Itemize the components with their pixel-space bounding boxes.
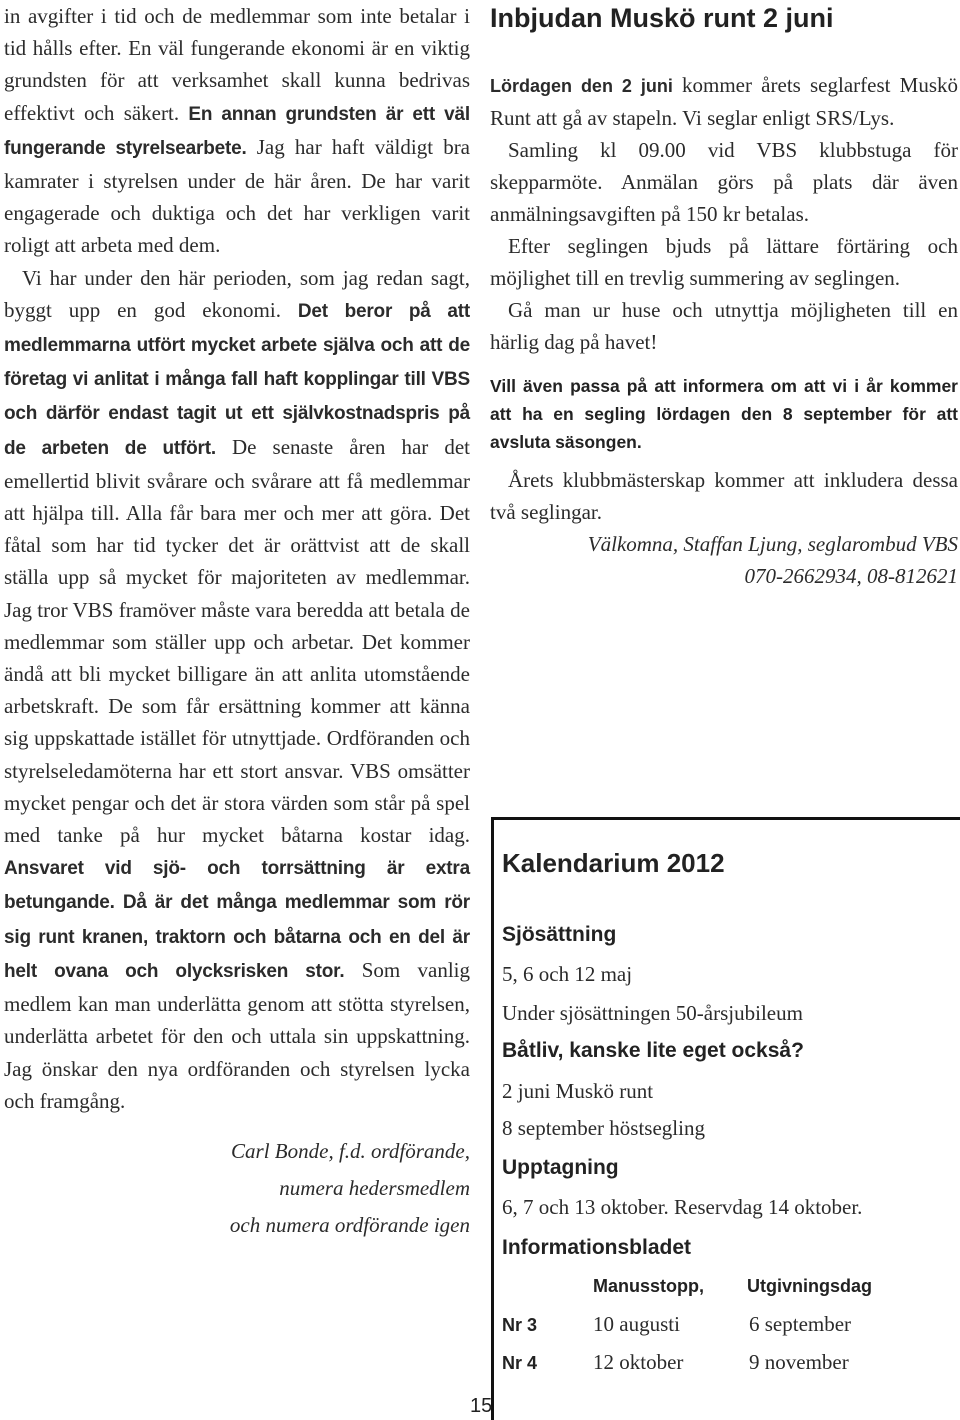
bold-text: Ansvaret vid sjö- och torrsättning är extra betungande. Då är det många medlemmar som rör sig runt kranen, traktorn och båtarna och en del är helt ovana och olycksrisken stor. [4, 858, 470, 982]
signature-line-1: Carl Bonde, f.d. ordförande, [231, 1138, 470, 1163]
calendar-box [491, 817, 960, 1420]
calendar-heading-launch: Sjösättning [502, 923, 617, 946]
article-paragraph-2 [4, 262, 470, 1117]
calendar-heading-newsletter: Informationsbladet [502, 1236, 692, 1259]
table-cell: 6 september [749, 1312, 852, 1336]
invitation-column [490, 0, 958, 592]
calendar-heading-boating: Båtliv, kanske lite eget också? [502, 1039, 804, 1062]
bold-text: En annan grundsten är ett väl fungerande styrelsearbete. [4, 103, 470, 159]
page-number: 15 [470, 1395, 493, 1417]
invitation-paragraph-2: Samling kl 09.00 vid VBS klubbstuga för skepparmöte. Anmälan görs på plats där även anmälningsavgiften på 150 kr betalas. [490, 138, 958, 226]
table-header-release: Utgivningsdag [747, 1276, 872, 1296]
bold-text: Det beror på att medlemmarna utfört mycket arbete själva och att de företag vi anlitat i många fall haft kopplingar till VBS och därför endast tagit ut ett självkostnadspris på de arbeten de utfört. [4, 300, 470, 459]
invitation-paragraph-5: Årets klubbmästerskap kommer att inkludera dessa två seglingar. [490, 468, 958, 524]
text: Som vanlig medlem kan man underlätta genom att stötta styrelsen, underlätta arbetet för den och uttala sin uppskattning. Jag önskar den nya ordföranden och styrelsen lycka och framgång. [4, 957, 470, 1113]
calendar-title: Kalendarium 2012 [502, 848, 725, 878]
bold-text: Lördagen den 2 juni [490, 76, 673, 96]
table-row-label: Nr 3 [502, 1315, 538, 1335]
table-cell: 12 oktober [593, 1350, 684, 1374]
text: Jag har haft väldigt bra kamrater i styrelsen under de här åren. De har varit engagerade och duktiga och det har verkligen varit roligt att arbeta med dem. [4, 134, 471, 258]
table-row-label: Nr 4 [502, 1353, 538, 1373]
invitation-title: Inbjudan Muskö runt 2 juni [490, 3, 834, 33]
calendar-line: 2 juni Muskö runt [502, 1079, 654, 1103]
text: De senaste åren har det emellertid blivit svårare och svårare att få medlemmar att hjälpa till. Alla får bara mer och mer att göra. Det fåtal som har tid tycker det är orättvist att de skall ställa upp så mycket för majoriteten av medlemmar. Jag tror VBS framöver måste vara beredda att betala de medlemmar som ställer upp och arbetar. Det kommer ändå att bli mycket billigare än att anlita utomstående arbetskraft. De som får ersättning kommer att känna sig uppskattade istället för utnyttjade. Ordföranden och styrelseledamöterna har ett stort ansvar. VBS omsätter mycket pengar och det är stora värden som står på spel med tanke på hur mycket båtarna kostar idag. [4, 434, 471, 848]
text: Vi har under den här perioden, som jag redan sagt, byggt upp en god ekonomi. [4, 265, 470, 322]
calendar-heading-haulout: Upptagning [502, 1156, 619, 1179]
table-header-deadline: Manusstopp, [593, 1276, 704, 1296]
invitation-paragraph-4: Gå man ur huse och utnyttja möjligheten till en härlig dag på havet! [490, 298, 958, 354]
article-paragraph-1 [4, 0, 470, 262]
phone-numbers: 070-2662934, 08-812621 [744, 564, 958, 588]
calendar-line: 6, 7 och 13 oktober. Reservdag 14 oktober. [502, 1195, 863, 1219]
welcome-signature: Välkomna, Staffan Ljung, seglarombud VBS [587, 532, 958, 556]
signature-line-2: numera hedersmedlem [279, 1175, 470, 1200]
article-column [4, 0, 470, 1244]
text: kommer årets seglarfest Muskö Runt att gå av stapeln. Vi seglar enligt SRS/Lys. [490, 73, 959, 130]
calendar-line: 8 september höstsegling [502, 1116, 705, 1140]
invitation-paragraph-1 [490, 69, 958, 134]
table-cell: 9 november [749, 1350, 849, 1374]
invitation-announcement: Vill även passa på att informera om att vi i år kommer att ha en segling lördagen den 8 september för att avsluta säsongen. [490, 376, 958, 452]
invitation-paragraph-3: Efter seglingen bjuds på lättare förtäring och möjlighet till en trevlig summering av seglingen. [490, 234, 958, 290]
table-cell: 10 augusti [593, 1312, 680, 1336]
calendar-line: 5, 6 och 12 maj [502, 962, 633, 986]
calendar-line: Under sjösättningen 50-årsjubileum [502, 1001, 803, 1025]
text: in avgifter i tid och de medlemmar som inte betalar i tid hålls efter. En väl fungerande ekonomi är en viktig grundsten för att verksamhet skall kunna bedrivas effektivt och säkert. [4, 4, 470, 125]
signature-line-3: och numera ordförande igen [229, 1212, 470, 1237]
